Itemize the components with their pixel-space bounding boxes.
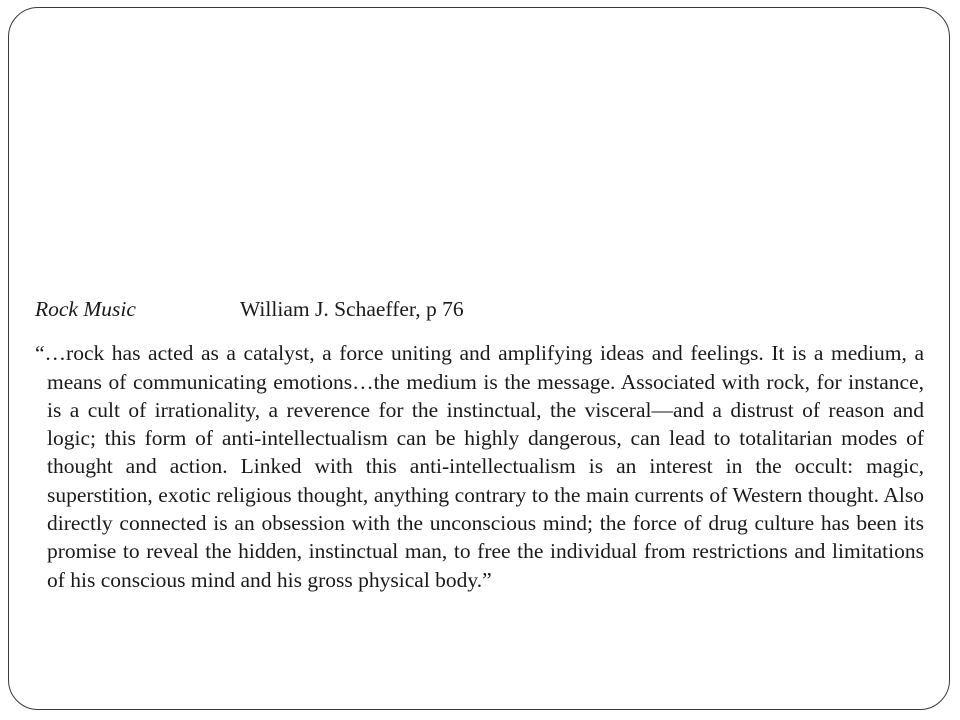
quote-text: “…rock has acted as a catalyst, a force uniting and amplifying ideas and feelings. It is a medium, a means of communicating emotions…the medium is the message. Associated with rock, for instance, is a cult of irrationality, a reverence for the instinctual, the visceral—and a distrust of reason and logic; this form of anti-intellectualism can be highly dangerous, can lead to totalitarian modes of thought and action. Linked with this anti-intellectualism is an interest in the occult: magic, superstition, exotic religious thought, anything contrary to the main currents of Western thought. Also directly connected is an obsession with the unconscious mind; the force of drug culture has been its promise to reveal the hidden, instinctual man, to free the individual from restrictions and limitations of his conscious mind and his gross physical body.” — [35, 341, 924, 592]
author-page: William J. Schaeffer, p 76 — [240, 297, 464, 321]
slide-content — [35, 295, 924, 594]
book-title: Rock Music — [35, 297, 136, 321]
citation-line — [35, 295, 924, 323]
